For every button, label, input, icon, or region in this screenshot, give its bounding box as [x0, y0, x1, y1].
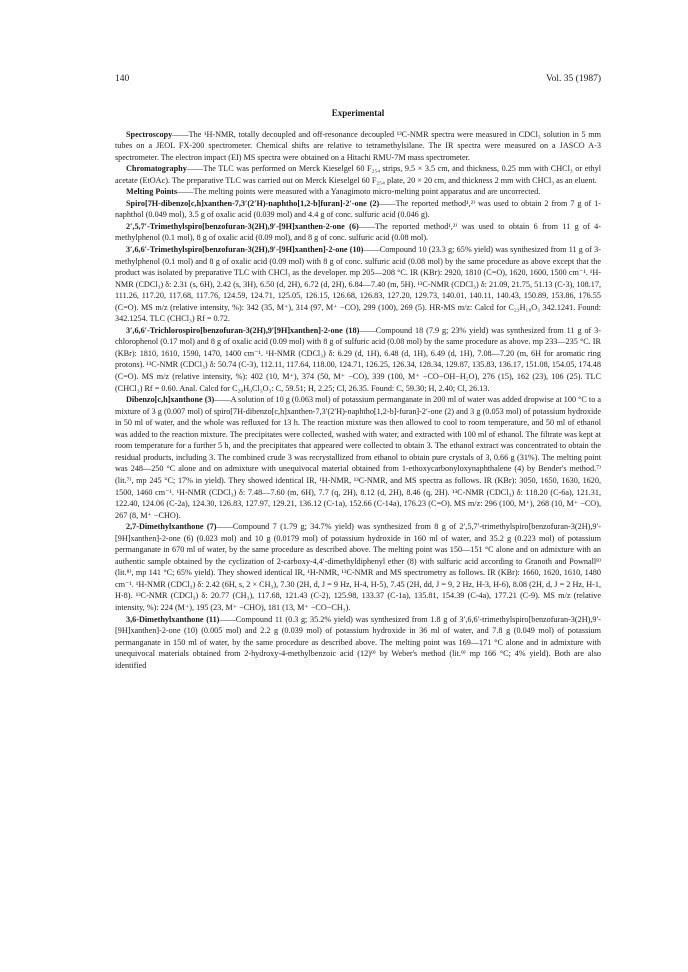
section-title: Experimental	[331, 108, 385, 118]
paragraph-text: ——The reported method¹,²⁾ was used to obtain 2 from 7 g of 1-naphthol (0.049 mol), 3.5 g of oxalic acid (0.039 mol) and 4.4 g of conc. sulfuric acid (0.046 g).	[115, 198, 601, 220]
paragraph-text: ——Compound 18 (7.9 g; 23% yield) was synthesized from 11 g of 3-chlorophenol (0.17 mol) and 8 g of oxalic acid (0.09 mol) with 8 g of sulfuric acid (0.08 mol) by the same procedure as above. mp 233—235 °C. IR (KBr): 1810, 1610, 1590, 1470, 1400 cm⁻¹. ¹H-NMR (CDCl₃) δ: 6.29 (d, 1H), 6.48 (d, 1H), 6.49 (d, 1H), 7.08—7.20 (m, 6H for aromatic ring protons). ¹³C-NMR (CDCl₃) δ: 50.74 (C-3), 112.11, 117.64, 118.00, 124.71, 126.25, 126.34, 128.34, 129.87, 135.83, 136.17, 151.08, 154.05, 174.48 (C=O). MS m/z (relative intensity, %): 402 (10, M⁺), 374 (50, M⁺ −CO), 339 (100, M⁺ −CO−OH−H₂O), 276 (15), 162 (23), 106 (25). TLC (CHCl₃) Rf = 0.60. Anal. Calcd for C₂₀H₉Cl₃O₃: C, 59.51; H, 2.25; Cl, 26.35. Found: C, 59.30; H, 2.40; Cl, 26.13.	[115, 325, 602, 393]
paragraph-compound-3	[115, 394, 601, 521]
paragraph-compound-7	[115, 521, 601, 613]
paragraph-heading: Dibenzo[c,h]xanthone (3)	[126, 395, 215, 405]
paragraph-text: ——The melting points were measured with a Yanagimoto micro-melting point apparatus and are uncorrected.	[177, 187, 541, 197]
paragraph-spectroscopy	[115, 129, 601, 164]
page-number: 140	[115, 74, 130, 84]
paragraph-chromatography	[115, 163, 601, 186]
journal-page	[115, 74, 601, 671]
paragraph-compound-11	[115, 614, 601, 672]
paragraph-heading: 2′,5,7′-Trimethylspiro[benzofuran-3(2H),9′-[9H]xanthen-2-one (6)	[126, 221, 359, 231]
paragraph-heading: Spiro[7H-dibenzo[c,h]xanthen-7,3′(2′H)-naphtho[1,2-b]furan]-2′-one (2)	[126, 198, 380, 208]
paragraph-heading: Chromatography	[126, 164, 187, 174]
paragraph-compound-10	[115, 244, 601, 325]
running-head	[115, 74, 601, 88]
paragraph-compound-2	[115, 198, 601, 221]
paragraph-heading: Spectroscopy	[126, 129, 173, 139]
paragraph-compound-18	[115, 325, 601, 394]
paragraph-text: ——The reported method¹,²⁾ was used to obtain 6 from 11 g of 4-methylphenol (0.1 mol), 8 g of oxalic acid (0.09 mol), and 8 g of conc. sulfuric acid (0.08 mol).	[115, 221, 602, 243]
paragraph-compound-6	[115, 221, 601, 244]
paragraph-text: ——The TLC was performed on Merck Kieselgel 60 F₂₅₄ strips, 9.5 × 3.5 cm, and thickness, 0.25 mm with CHCl₃ or ethyl acetate (EtOAc). The preparative TLC was carried out on Merck Kieselgel 60 F₂₅₄ plate, 20 × 20 cm, and thickness 2 mm with CHCl₃ as an eluent.	[115, 164, 601, 185]
paragraph-heading: 3,6-Dimethylxanthone (11)	[126, 614, 220, 624]
volume-label: Vol. 35 (1987)	[546, 74, 601, 84]
paragraph-text: ——The ¹H-NMR, totally decoupled and off-resonance decoupled ¹³C-NMR spectra were measured in CDCl₃ solution in 5 mm tubes on a JEOL FX-200 spectrometer. Chemical shifts are relative to tetramethylsilane. The IR spectra were measured on a JASCO A-3 spectrometer. The electron impact (EI) MS spectra were obtained on a Hitachi RMU-7M mass spectrometer.	[115, 129, 601, 162]
paragraph-heading: 2,7-Dimethylxanthone (7)	[126, 522, 217, 532]
paragraph-text: ——Compound 11 (0.3 g; 35.2% yield) was synthesized from 1.8 g of 3′,6,6′-trimethylspiro[benzofuran-3(2H),9′-[9H]xanthen]-2-one (10) (0.005 mol) and 2.2 g (0.039 mol) of potassium hydroxide in 36 ml of water, and 7.8 g (0.049 mol) of potassium permanganate in 150 ml of water, by the same procedure as described above. The melting point was 169—171 °C alone and in admixture with unequivocal materials obtained from 2-hydroxy-4-methylbenzoic acid (12)⁹⁾ by Weber's method (lit.⁹⁾ mp 166 °C; 4% yield). Both are also identified	[115, 614, 601, 670]
paragraph-heading: 3′,6,6′-Trimethylspiro[benzofuran-3(2H),9′-[9H]xanthen]-2-one (10)	[126, 245, 364, 255]
paragraph-text: ——A solution of 10 g (0.063 mol) of potassium permanganate in 200 ml of water was added dropwise at 100 °C to a mixture of 3 g (0.007 mol) of spiro[7H-dibenzo[c,h]xanthen-7,3′(2′H)-naphtho[1,2-b]-furan]-2′-one (2) and 3 g (0.053 mol) of potassium hydroxide in 50 ml of water, and the whole was refluxed for 13 h. The reaction mixture was then allowed to cool to room temperature, and 50 ml of ethanol was added to the reaction mixture. The precipitates were collected, washed with water, and extracted with 100 ml of ethanol. The filtrate was kept at room temperature for a further 5 h, and the precipitates that appeared were collected to obtain 3. The ethanol extract was concentrated to obtain the residual products, including 3. The combined crude 3 was recrystallized from ethanol to obtain pure crystals of 3, 0.66 g (31%). The melting point was 248—250 °C alone and on admixture with unequivocal material obtained from 1-ethoxycarbonyloxynaphthalene (4) by Bender's method.⁷⁾ (lit.⁷⁾, mp 245 °C; 17% in yield). They showed identical IR, ¹H-NMR, ¹³C-NMR, and MS spectra as follows. IR (KBr): 3050, 1650, 1630, 1620, 1500, 1460 cm⁻¹. ¹H-NMR (CDCl₃) δ: 7.48—7.60 (m, 6H), 7.7 (q, 2H), 8.12 (d, 2H), 8.46 (q, 2H). ¹³C-NMR (CDCl₃) δ: 118.20 (C-6a), 121.31, 122.40, 124.06 (C-2a), 124.30, 126.83, 127.97, 129.21, 136.12 (C-1a), 152.66 (C-14a), 176.23 (C=O). MS m/z: 296 (100, M⁺), 268 (10, M⁺ −CO), 267 (8, M⁺ −CHO).	[115, 395, 601, 520]
paragraph-melting-points	[115, 186, 601, 198]
paragraph-text: ——Compound 7 (1.79 g; 34.7% yield) was synthesized from 8 g of 2′,5,7′-trimethylspiro[benzofuran-3(2H),9′-[9H]xanthen]-2-one (6) (0.023 mol) and 10 g (0.0179 mol) of potassium hydroxide in 160 ml of water, and 35.2 g (0.223 mol) of potassium permanganate in 670 ml of water, by the same procedure as described above. The melting point was 150—151 °C alone and on admixture with an authentic sample obtained by the cyclization of 2-carboxy-4,4′-dimethyldiphenyl ether (8) with sulfuric acid according to Granoth and Pownall⁸⁾ (lit.⁸⁾, mp 141 °C; 65% yield). They showed identical IR, ¹H-NMR, ¹³C-NMR and MS spectrometry as follows. IR (KBr): 1660, 1620, 1610, 1480 cm⁻¹. ¹H-NMR (CDCl₃) δ: 2.42 (6H, s, 2 × CH₃), 7.30 (2H, d, J = 9 Hz, H-4, H-5), 7.45 (2H, dd, J = 9, 2 Hz, H-3, H-6), 8.08 (2H, d, J = 2 Hz, H-1, H-8). ¹³C-NMR (CDCl₃) δ: 20.77 (CH₃), 117.68, 121.43 (C-2), 125.98, 133.37 (C-1a), 135.81, 154.39 (C-4a), 177.21 (C-9). MS m/z (relative intensity, %): 224 (M⁺), 195 (23, M⁺ −CHO), 181 (13, M⁺ −CO−CH₃).	[115, 522, 601, 612]
paragraph-text: ——Compound 10 (23.3 g; 65% yield) was synthesized from 11 g of 3-methylphenol (0.1 mol) and 8 g of oxalic acid (0.09 mol) with 8 g of conc. sulfuric acid (0.08 mol) by the same procedure as above except that the product was isolated by preparative TLC with CHCl₃ as the developer. mp 205—208 °C. IR (KBr): 2920, 1810 (C=O), 1620, 1600, 1500 cm⁻¹. ¹H-NMR (CDCl₃) δ: 2.31 (s, 6H), 2.42 (s, 3H), 6.50 (d, 2H), 6.72 (d, 2H), 6.84—7.40 (m, 5H). ¹³C-NMR (CDCl₃) δ: 21.09, 21.75, 51.13 (C-3), 108.17, 111.26, 117.20, 117.68, 117.76, 124.59, 124.71, 125.05, 126.15, 126.68, 126.83, 127.20, 129.73, 140.01, 140.11, 140.43, 150.89, 153.86, 176.55 (C=O). MS m/z (relative intensity, %): 342 (35, M⁺), 314 (97, M⁺ −CO), 299 (100), 269 (5). HR-MS m/z: Calcd for C₂₃H₁₈O₃ 342.1241. Found: 342.1254. TLC (CHCl₃) Rf = 0.72.	[115, 245, 601, 324]
paragraph-heading: 3′,6,6′-Trichlorospiro[benzofuran-3(2H),9′[9H]xanthen]-2-one (18)	[126, 325, 360, 335]
paragraph-heading: Melting Points	[126, 187, 178, 197]
